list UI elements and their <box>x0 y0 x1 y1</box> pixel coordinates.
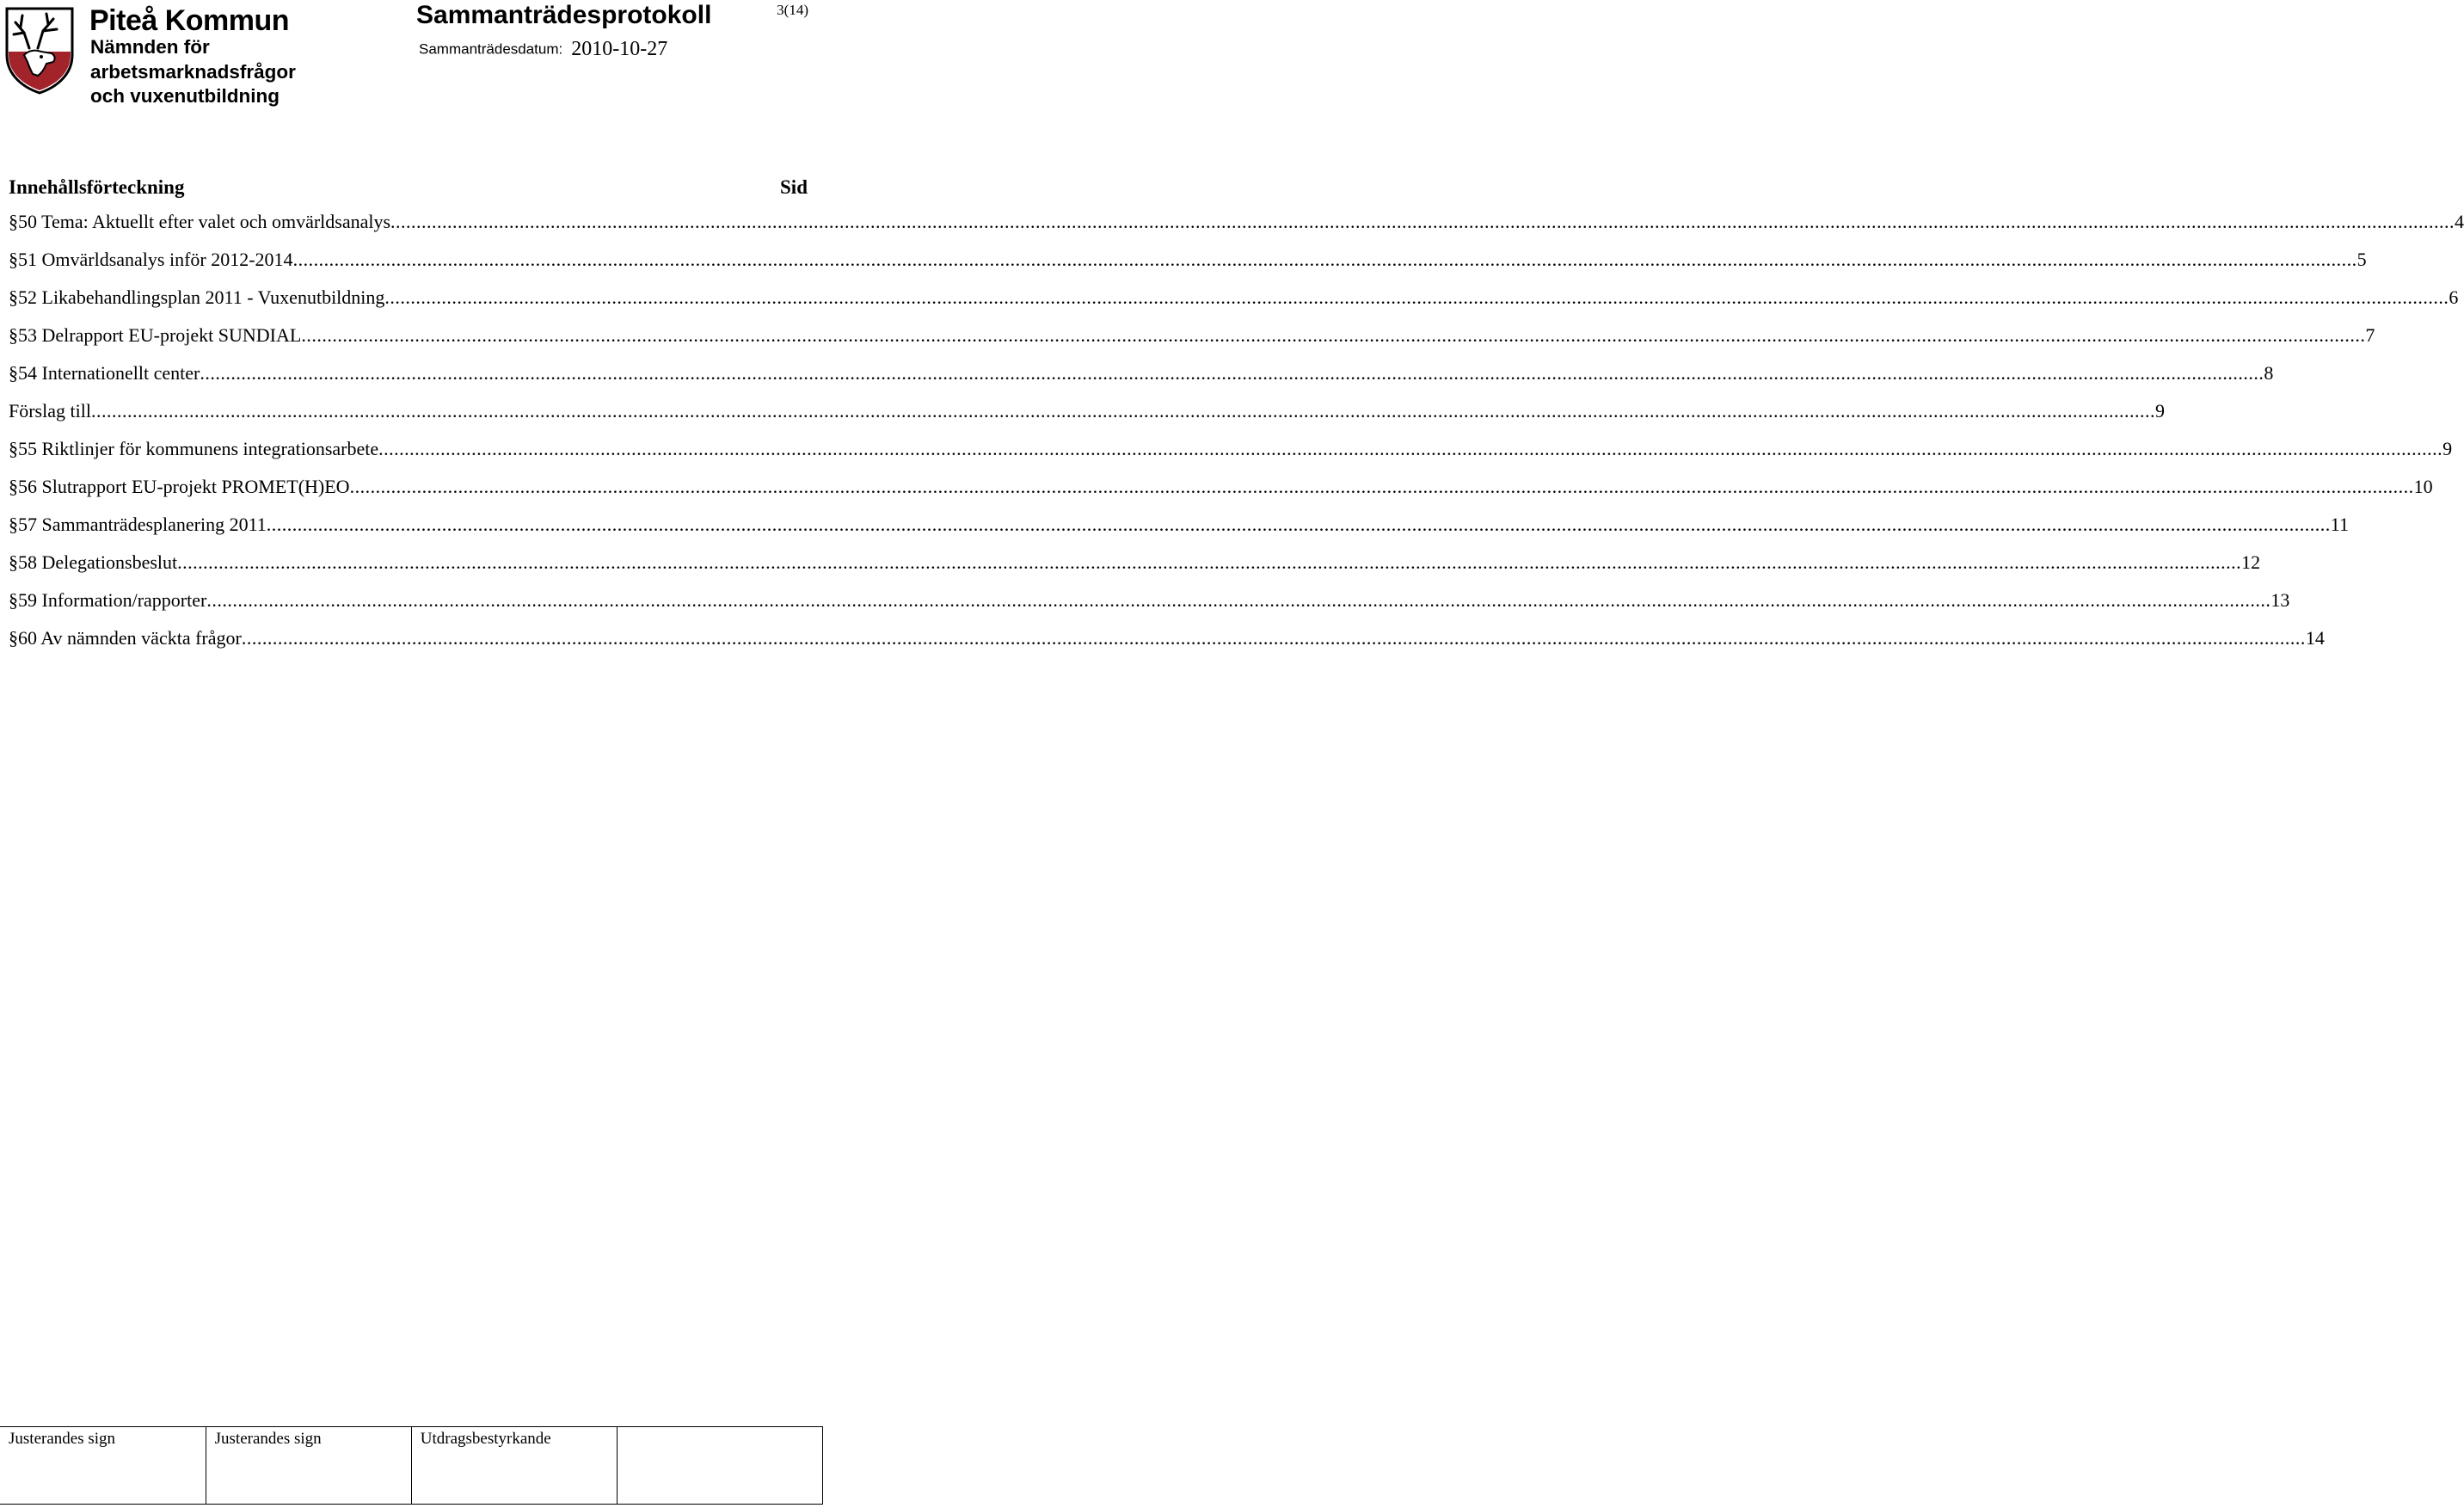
toc-item <box>9 241 2367 279</box>
signature-label-1: Justerandes sign <box>9 1430 116 1448</box>
toc-item <box>9 203 2464 241</box>
toc-item <box>9 544 2261 582</box>
toc-dot-leader: ................................................................................................................................................................................................................................................................................................................................................................................................................ <box>206 589 2271 611</box>
toc-item-title: §57 Sammanträdesplanering 2011 <box>9 514 267 535</box>
toc-dot-leader: ................................................................................................................................................................................................................................................................................................................................................................................................................ <box>266 514 2331 535</box>
document-type: Sammanträdesprotokoll <box>416 1 712 29</box>
toc-item-page: 6 <box>2449 286 2459 308</box>
toc-item <box>9 354 2274 392</box>
table-of-contents <box>9 172 2464 657</box>
toc-header <box>9 172 808 203</box>
certification-label: Utdragsbestyrkande <box>420 1430 551 1448</box>
signature-label-2: Justerandes sign <box>214 1430 322 1448</box>
empty-signature-cell <box>617 1427 822 1505</box>
toc-dot-leader: ................................................................................................................................................................................................................................................................................................................................................................................................................ <box>301 324 2366 346</box>
toc-dot-leader: ................................................................................................................................................................................................................................................................................................................................................................................................................ <box>177 551 2242 573</box>
toc-item-page: 9 <box>2154 400 2165 422</box>
toc-item-page: 7 <box>2365 324 2375 346</box>
toc-item <box>9 430 2453 468</box>
toc-item <box>9 468 2433 506</box>
toc-item-title: §52 Likabehandlingsplan 2011 - Vuxenutbildning <box>9 286 385 308</box>
board-name-line-3: och vuxenutbildning <box>90 85 280 107</box>
toc-item-page: 13 <box>2270 589 2290 611</box>
reindeer-crest-icon <box>3 3 76 95</box>
toc-item-page: 10 <box>2413 476 2433 497</box>
toc-item <box>9 506 2349 544</box>
certification-cell <box>411 1427 617 1505</box>
toc-item-page: 14 <box>2305 627 2325 649</box>
toc-dot-leader: ................................................................................................................................................................................................................................................................................................................................................................................................................ <box>384 286 2449 308</box>
toc-item-title: §56 Slutrapport EU-projekt PROMET(H)EO <box>9 476 350 497</box>
toc-dot-leader: ................................................................................................................................................................................................................................................................................................................................................................................................................ <box>378 438 2443 459</box>
toc-item-page: 12 <box>2241 551 2261 573</box>
toc-item-title: §59 Information/rapporter <box>9 589 207 611</box>
toc-item-page: 9 <box>2442 438 2453 459</box>
toc-item-title: §54 Internationellt center <box>9 362 200 384</box>
toc-item-title: Förslag till <box>9 400 91 422</box>
toc-item-title: §53 Delrapport EU-projekt SUNDIAL <box>9 324 302 346</box>
toc-item-title: §60 Av nämnden väckta frågor <box>9 627 242 649</box>
organization-name: Piteå Kommun <box>89 4 290 37</box>
toc-item-title: §51 Omvärldsanalys inför 2012-2014 <box>9 249 293 270</box>
toc-item-page: 11 <box>2330 514 2349 535</box>
meeting-date-value: 2010-10-27 <box>571 38 668 60</box>
toc-item <box>9 392 2165 430</box>
toc-dot-leader: ................................................................................................................................................................................................................................................................................................................................................................................................................ <box>200 362 2264 384</box>
toc-dot-leader: ................................................................................................................................................................................................................................................................................................................................................................................................................ <box>349 476 2414 497</box>
toc-heading: Innehållsförteckning <box>9 176 185 198</box>
meeting-date-row <box>419 38 667 61</box>
toc-item-page: 4 <box>2455 211 2464 232</box>
board-name-line-2: arbetsmarknadsfrågor <box>90 61 296 83</box>
signature-cell-1 <box>0 1427 206 1505</box>
toc-page-heading: Sid <box>780 176 808 198</box>
toc-item <box>9 582 2290 619</box>
toc-item-title: §55 Riktlinjer för kommunens integrationsarbete <box>9 438 379 459</box>
toc-item-title: §58 Delegationsbeslut <box>9 551 178 573</box>
toc-dot-leader: ................................................................................................................................................................................................................................................................................................................................................................................................................ <box>241 627 2306 649</box>
toc-item <box>9 619 2325 657</box>
toc-item <box>9 279 2459 317</box>
signature-cell-2 <box>206 1427 411 1505</box>
page-number: 3(14) <box>777 2 808 18</box>
toc-item <box>9 317 2375 354</box>
toc-item-page: 5 <box>2356 249 2367 270</box>
toc-item-page: 8 <box>2264 362 2274 384</box>
toc-dot-leader: ................................................................................................................................................................................................................................................................................................................................................................................................................ <box>292 249 2357 270</box>
meeting-date-label: Sammanträdesdatum: <box>419 40 563 58</box>
document-header <box>0 0 826 112</box>
board-name-line-1: Nämnden för <box>90 36 210 58</box>
toc-dot-leader: ................................................................................................................................................................................................................................................................................................................................................................................................................ <box>90 400 2155 422</box>
signature-table <box>0 1426 823 1505</box>
toc-list <box>9 203 2464 657</box>
toc-dot-leader: ................................................................................................................................................................................................................................................................................................................................................................................................................ <box>390 211 2455 232</box>
toc-item-title: §50 Tema: Aktuellt efter valet och omvärldsanalys <box>9 211 391 232</box>
